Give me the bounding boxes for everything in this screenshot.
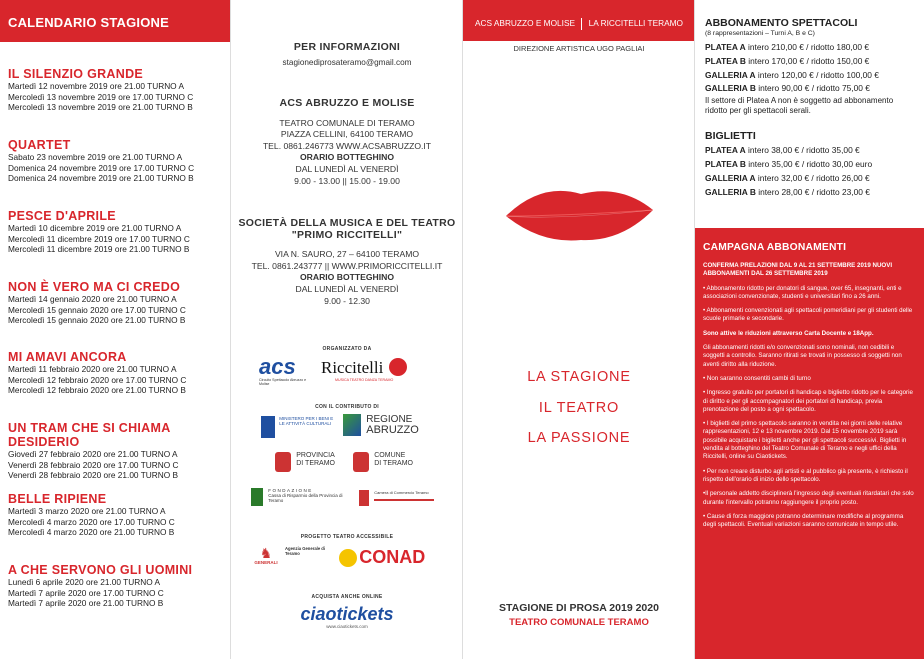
acs-orario-line: DAL LUNEDÌ AL VENERDÌ xyxy=(295,163,399,174)
show-date: Venerdì 28 febbraio 2020 ore 21.00 TURNO B xyxy=(8,470,179,481)
ciaotickets-logo[interactable]: ciaotickets www.ciaotickets.com xyxy=(300,604,394,629)
show-date: Martedì 3 marzo 2020 ore 21.00 TURNO A xyxy=(8,506,166,516)
abbonamento-title: ABBONAMENTO SPETTACOLI xyxy=(705,17,858,29)
info-title: PER INFORMAZIONI xyxy=(293,41,401,53)
abbonamento-note: Il settore di Platea A non è soggetto ad abbonamento ridotto per gli spettacoli serali. xyxy=(705,96,894,116)
cover-tag-acs: ACS ABRUZZO E MOLISE xyxy=(474,18,576,29)
show-date: Mercoledì 11 dicembre 2019 ore 17.00 TURNO C xyxy=(8,233,190,244)
show-date: Martedì 7 aprile 2020 ore 17.00 TURNO C xyxy=(8,587,164,598)
show-title: A CHE SERVONO GLI UOMINI xyxy=(8,563,193,577)
conad-logo: CONAD xyxy=(339,547,445,568)
provincia-logo: PROVINCIA DI TERAMO xyxy=(275,452,347,472)
show-item xyxy=(8,563,228,609)
show-date: Mercoledì 13 novembre 2019 ore 21.00 TURNO B xyxy=(8,102,193,113)
show-title: IL SILENZIO GRANDE xyxy=(8,67,144,81)
show-title: MI AMAVI ANCORA xyxy=(8,350,127,364)
show-item xyxy=(8,350,228,396)
agenzia-label: Agenzia Generale di Teramo xyxy=(285,546,326,556)
price-row: PLATEA B intero 170,00 € / ridotto 150,00 € xyxy=(705,55,870,66)
show-item xyxy=(8,209,228,255)
cover-header xyxy=(463,0,695,41)
ministero-logo: MINISTERO PER I BENI E LE ATTIVITÀ CULTURALI xyxy=(261,416,341,438)
campagna-paragraph: Sono attive le riduzioni attraverso Carta Docente e 18App. xyxy=(703,329,874,337)
show-item xyxy=(8,492,228,538)
campagna-abbonamenti-box xyxy=(695,228,924,659)
red-leaf-illustration xyxy=(501,180,661,260)
show-item xyxy=(8,67,228,113)
acs-line: TEATRO COMUNALE DI TERAMO xyxy=(279,117,415,128)
ticket-row: PLATEA B intero 35,00 € / ridotto 30,00 euro xyxy=(705,158,873,169)
cover-panel xyxy=(462,0,694,659)
campagna-paragraph: • Non saranno consentiti cambi di turno xyxy=(703,374,811,382)
ticket-row: GALLERIA A intero 32,00 € / ridotto 26,00 € xyxy=(705,172,870,183)
direzione-artistica: DIREZIONE ARTISTICA UGO PAGLIAI xyxy=(513,44,645,53)
tagline-line: IL TEATRO xyxy=(538,399,620,416)
price-row: GALLERIA B intero 90,00 € / ridotto 75,00 € xyxy=(705,83,870,94)
calendar-panel xyxy=(0,0,230,659)
show-date: Martedì 11 febbraio 2020 ore 21.00 TURNO A xyxy=(8,364,177,374)
societa-title: SOCIETÀ DELLA MUSICA E DEL TEATRO xyxy=(238,217,456,229)
acs-line: TEL. 0861.246773 WWW.ACSABRUZZO.IT xyxy=(262,140,432,151)
show-title: QUARTET xyxy=(8,138,71,152)
organized-by-label: ORGANIZZATO DA xyxy=(322,346,372,352)
show-date: Mercoledì 4 marzo 2020 ore 17.00 TURNO C xyxy=(8,516,175,527)
price-row: PLATEA A intero 210,00 € / ridotto 180,00 € xyxy=(705,42,870,52)
acs-title: ACS ABRUZZO E MOLISE xyxy=(279,97,415,109)
abbonamenti-panel xyxy=(694,0,924,659)
teatro-title: TEATRO COMUNALE TERAMO xyxy=(509,617,649,628)
acs-orario-title: ORARIO BOTTEGHINO xyxy=(299,152,395,163)
acs-block xyxy=(231,98,463,187)
societa-orario-title: ORARIO BOTTEGHINO xyxy=(299,272,395,283)
show-date: Mercoledì 15 gennaio 2020 ore 17.00 TURNO C xyxy=(8,304,186,315)
show-date: Martedì 7 aprile 2020 ore 21.00 TURNO B xyxy=(8,598,164,609)
info-email[interactable]: stagionediprosateramo@gmail.com xyxy=(282,57,412,67)
societa-orario-line: DAL LUNEDÌ AL VENERDÌ xyxy=(295,283,399,294)
societa-line: VIA N. SAURO, 27 – 64100 TERAMO xyxy=(274,249,420,260)
show-date: Giovedì 27 febbraio 2020 ore 21.00 TURNO A xyxy=(8,449,178,459)
campagna-paragraph: •Il personale addetto disciplinerà l'ingresso degli eventuali ritardatari che solo durante l'intervallo potranno raggiungere il proprio posto. xyxy=(703,490,914,506)
cover-tag-riccitelli: LA RICCITELLI TERAMO xyxy=(588,18,684,29)
abbonamento-subtitle: (8 rappresentazioni – Turni A, B e C) xyxy=(705,30,815,37)
show-date: Sabato 23 novembre 2019 ore 21.00 TURNO A xyxy=(8,152,183,162)
biglietti-title: BIGLIETTI xyxy=(705,130,756,143)
campagna-paragraph: • Abbonamenti convenzionati agli spettacoli pomeridiani per gli studenti delle scuole primarie e secondarie. xyxy=(703,307,913,323)
price-row: GALLERIA A intero 120,00 € / ridotto 100,00 € xyxy=(705,69,879,80)
show-date: Mercoledì 11 dicembre 2019 ore 21.00 TURNO B xyxy=(8,244,190,255)
contributo-label: CON IL CONTRIBUTO DI xyxy=(315,404,379,410)
camera-commercio-logo: Camera di Commercio Teramo xyxy=(359,490,439,506)
societa-orario-line: 9.00 - 12.30 xyxy=(324,295,370,306)
regione-logo: REGIONE ABRUZZO xyxy=(343,414,438,436)
accessibile-label: PROGETTO TEATRO ACCESSIBILE xyxy=(300,534,394,540)
fondazione-logo: FONDAZIONE Cassa di Risparmio della Provincia di Teramo xyxy=(251,488,351,506)
show-date: Martedì 14 gennaio 2020 ore 21.00 TURNO A xyxy=(8,294,177,304)
campagna-paragraph: • Cause di forza maggiore potranno determinare modifiche al programma degli spettacoli. Eventuali variazioni saranno comunicate in tempo utile. xyxy=(703,512,904,529)
ticket-row: PLATEA A intero 38,00 € / ridotto 35,00 € xyxy=(705,145,860,156)
comune-logo: COMUNE DI TERAMO xyxy=(353,452,425,472)
campagna-paragraph: CONFERMA PRELAZIONI DAL 9 AL 21 SETTEMBRE 2019 NUOVI ABBONAMENTI DAL 26 SETTEMBRE 2019 xyxy=(703,262,893,278)
show-item xyxy=(8,138,228,184)
calendar-title: CALENDARIO STAGIONE xyxy=(0,0,230,42)
show-title: NON È VERO MA CI CREDO xyxy=(8,280,181,294)
campagna-paragraph: • I biglietti del primo spettacolo saranno in vendita nei giorni delle relative rappresentazioni, 12 e 13 novembre 2019. Dal 15 novembre 2019 sarà possibile acquistare i biglietti anche per gli spettacoli successivi. Biglietti in vendita al botteghino del Teatro Comunale di Teramo e negli uffici della Riccitelli, online su Ciaotickets. xyxy=(703,420,907,461)
societa-title-2: "PRIMO RICCITELLI" xyxy=(291,228,403,241)
show-item xyxy=(8,421,228,481)
show-date: Martedì 12 novembre 2019 ore 21.00 TURNO A xyxy=(8,81,185,91)
societa-line: TEL. 0861.243777 || WWW.PRIMORICCITELLI.IT xyxy=(251,260,443,271)
riccitelli-logo: Riccitelli MUSICA TEATRO DANZA TERAMO xyxy=(321,358,436,382)
tagline-line: LA PASSIONE xyxy=(527,430,631,446)
show-item xyxy=(8,280,228,326)
show-date: Domenica 24 novembre 2019 ore 21.00 TURNO B xyxy=(8,173,194,184)
societa-block xyxy=(231,218,463,307)
show-date: Mercoledì 12 febbraio 2020 ore 21.00 TURNO B xyxy=(8,385,186,396)
show-date: Mercoledì 12 febbraio 2020 ore 17.00 TURNO C xyxy=(8,374,187,385)
tagline-line: LA STAGIONE xyxy=(527,369,631,385)
show-date: Lunedì 6 aprile 2020 ore 21.00 TURNO A xyxy=(8,577,161,587)
show-date: Mercoledì 15 gennaio 2020 ore 21.00 TURNO B xyxy=(8,315,186,326)
generali-logo: ♞ GENERALI xyxy=(254,545,278,565)
show-title: PESCE D'APRILE xyxy=(8,209,116,223)
campagna-paragraph: Gli abbonamenti ridotti e/o convenzionati sono nominali, non cedibili e soggetti a controllo. Saranno ritirati se trovati in possesso di soggetti non aventi diritto alla riduzione. xyxy=(703,344,902,368)
acs-line: PIAZZA CELLINI, 64100 TERAMO xyxy=(280,129,414,140)
stagione-title: STAGIONE DI PROSA 2019 2020 xyxy=(499,602,659,614)
acquista-label: ACQUISTA ANCHE ONLINE xyxy=(311,594,383,600)
campagna-paragraph: • Per non creare disturbo agli artisti e al pubblico già presente, è richiesto il rispetto dell'orario di inizio dello spettacolo. xyxy=(703,467,908,483)
show-date: Mercoledì 13 novembre 2019 ore 17.00 TURNO C xyxy=(8,91,194,102)
ticket-row: GALLERIA B intero 28,00 € / ridotto 23,00 € xyxy=(705,186,870,197)
cover-tagline xyxy=(463,362,695,454)
campagna-title: CAMPAGNA ABBONAMENTI xyxy=(703,242,847,253)
show-title: BELLE RIPIENE xyxy=(8,492,107,506)
show-title: UN TRAM CHE SI CHIAMA DESIDERIO xyxy=(8,421,171,449)
show-date: Domenica 24 novembre 2019 ore 17.00 TURNO C xyxy=(8,162,195,173)
info-panel xyxy=(230,0,462,659)
acs-logo: acs Circuito Spettacolo Abruzzo e Molise xyxy=(259,354,307,386)
campagna-paragraph: • Ingresso gratuito per portatori di handicap e biglietto ridotto per le categorie di diritto e per gli accompagnatori dei portatori di handicap, previa prenotazione del posto a ogni spettacolo. xyxy=(703,389,913,413)
acs-orario-line: 9.00 - 13.00 || 15.00 - 19.00 xyxy=(294,175,400,186)
show-date: Martedì 10 dicembre 2019 ore 21.00 TURNO A xyxy=(8,223,182,233)
show-date: Venerdì 28 febbraio 2020 ore 17.00 TURNO C xyxy=(8,459,179,470)
campagna-paragraph: • Abbonamento ridotto per donatori di sangue, over 65, insegnanti, enti e associazioni convenzionate, studenti e universitari fino a 26 anni. xyxy=(703,284,902,300)
show-date: Mercoledì 4 marzo 2020 ore 21.00 TURNO B xyxy=(8,527,175,538)
